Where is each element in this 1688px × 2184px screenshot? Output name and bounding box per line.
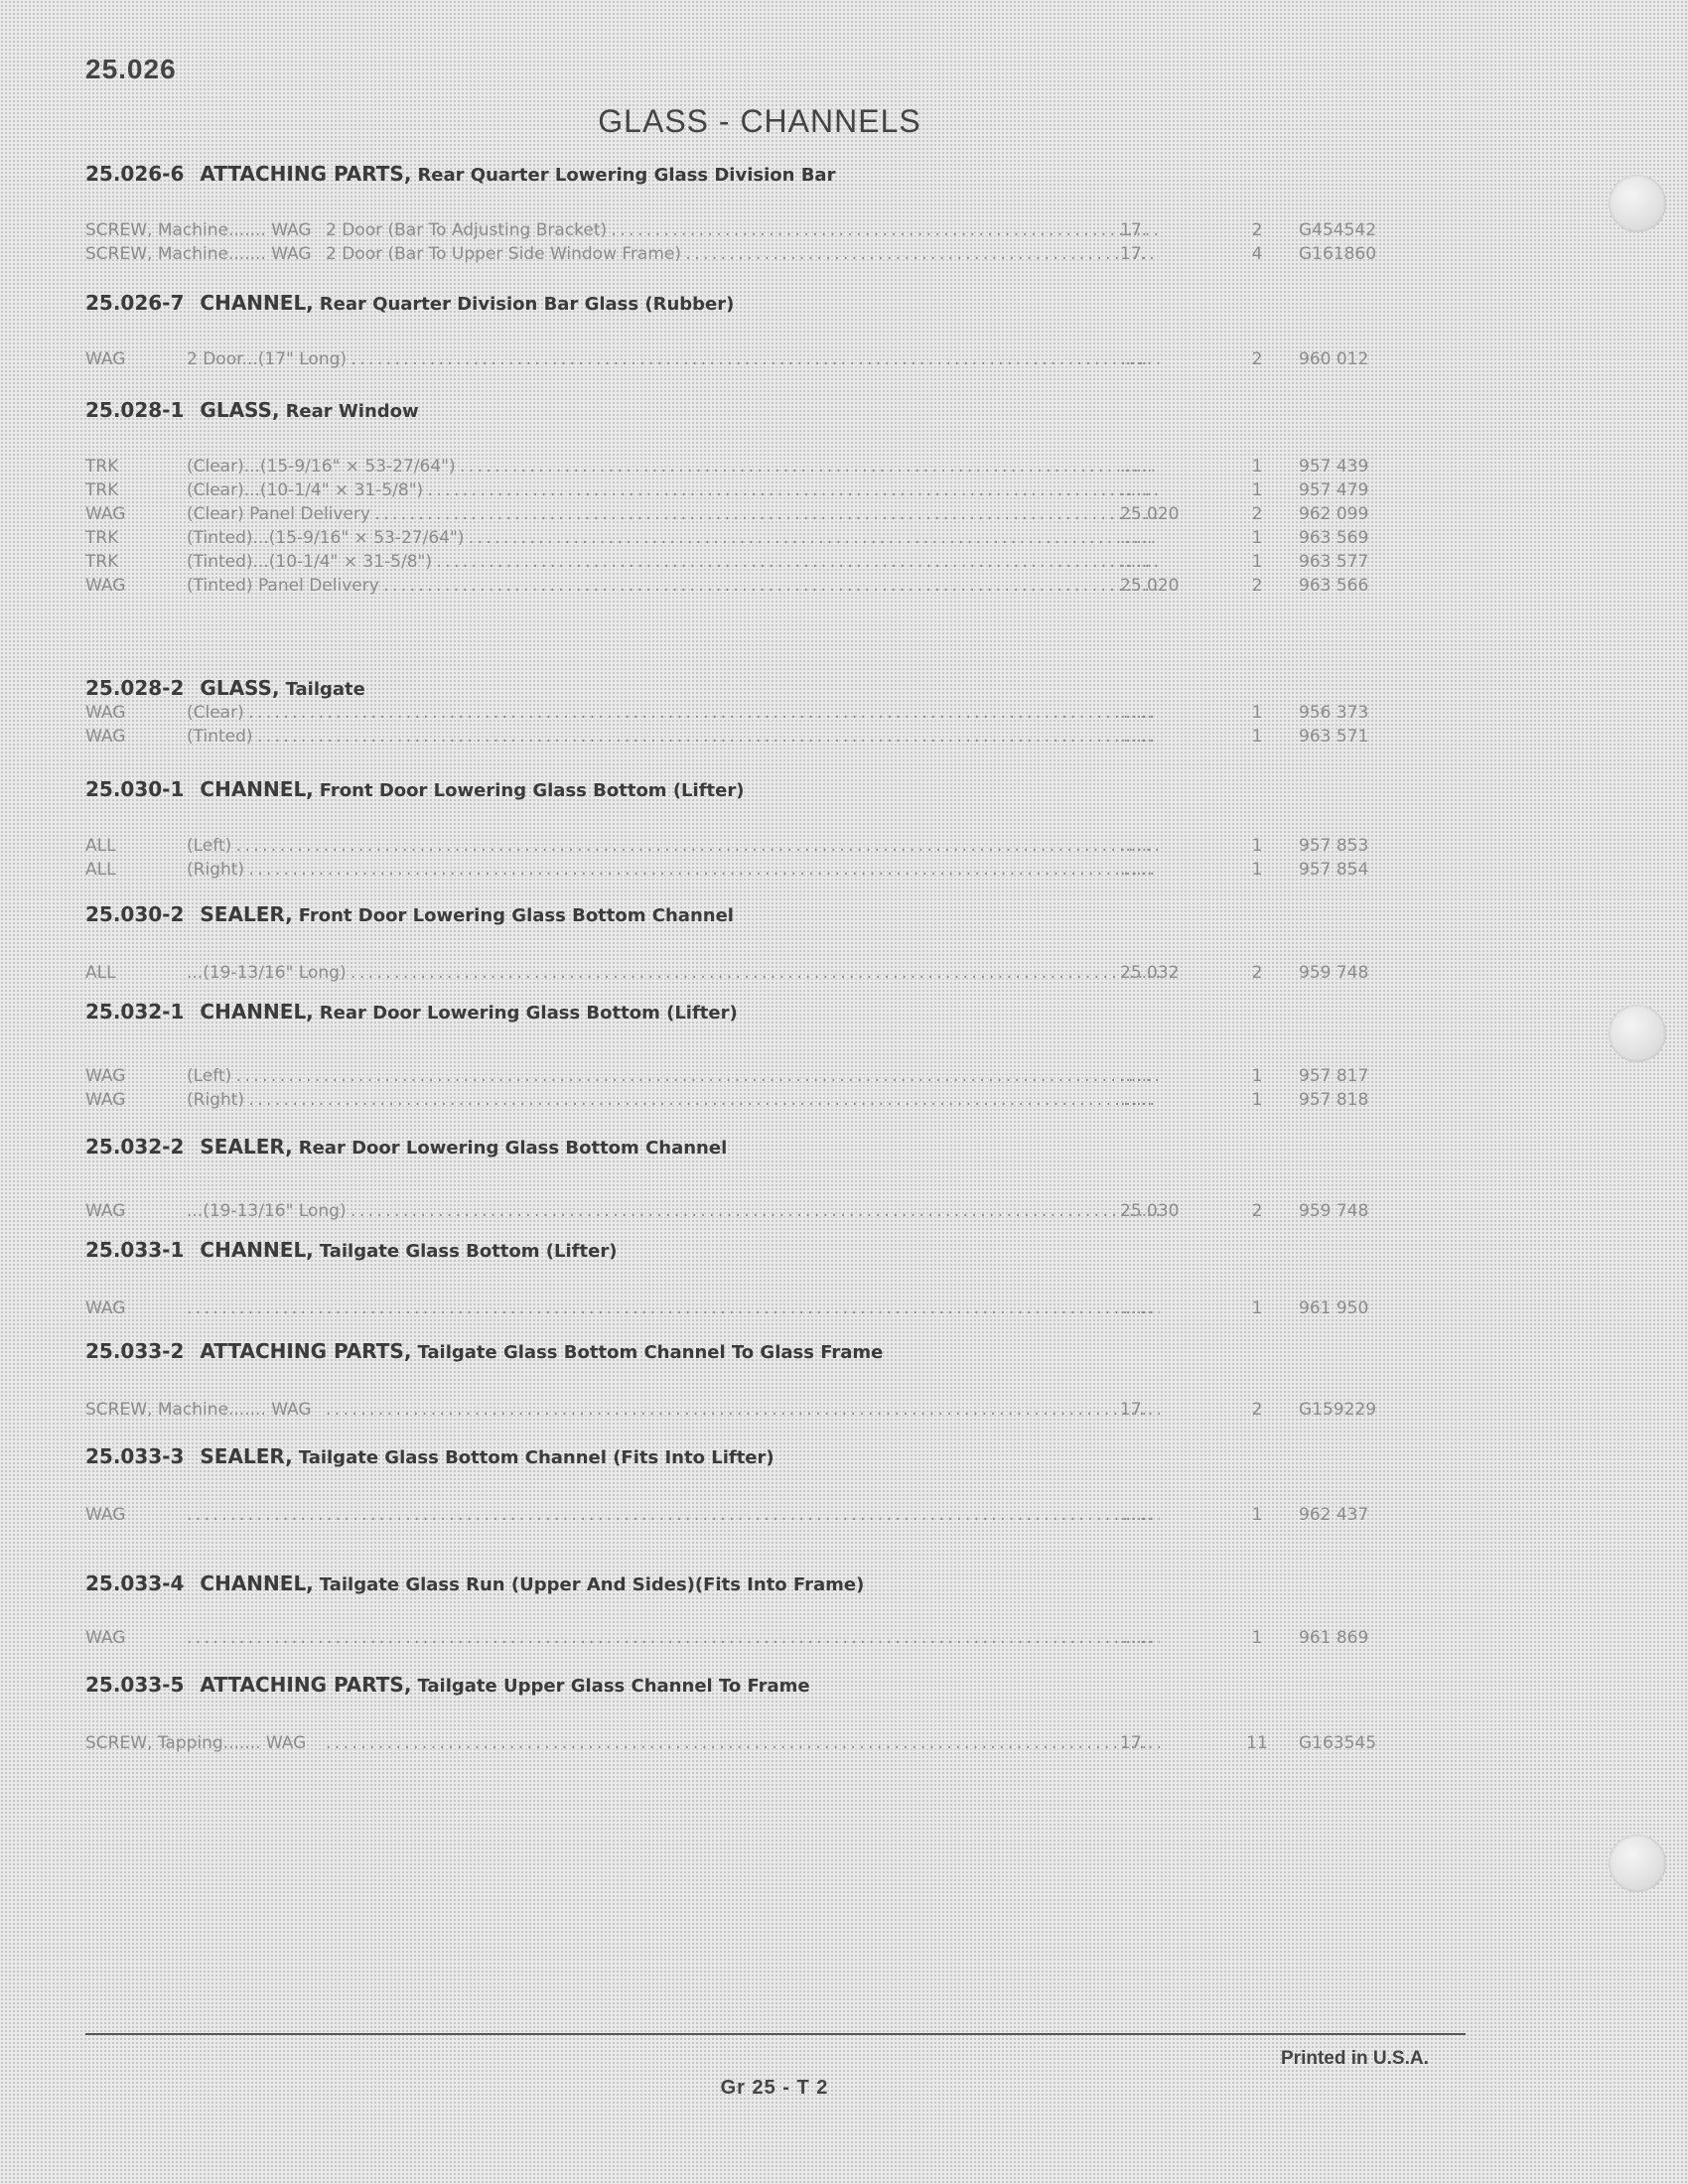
footer-rule bbox=[85, 2033, 1466, 2035]
quantity: 2 bbox=[1251, 576, 1263, 596]
section-header bbox=[85, 1336, 883, 1366]
table-row bbox=[85, 961, 1396, 985]
section-number: 25.030-1 bbox=[85, 777, 185, 801]
part-description bbox=[187, 1626, 1160, 1650]
section-name: SEALER, bbox=[200, 1444, 293, 1468]
part-description: (Right) . . . bbox=[187, 1088, 1160, 1112]
section-description: Tailgate Glass Run (Upper And Sides)(Fits Into Frame) bbox=[319, 1574, 865, 1595]
quantity: 2 bbox=[1251, 220, 1263, 240]
part-description: (Right) . . . bbox=[187, 858, 1160, 882]
reference-number: ...... bbox=[1120, 480, 1153, 500]
part-number: 963 577 bbox=[1299, 552, 1369, 572]
part-description: (Clear) Panel Delivery . . . bbox=[187, 502, 1160, 526]
section-number: 25.032-2 bbox=[85, 1135, 185, 1159]
part-number: 963 569 bbox=[1299, 528, 1369, 548]
table-row bbox=[85, 858, 1396, 882]
quantity: 1 bbox=[1251, 836, 1263, 856]
table-row bbox=[85, 526, 1396, 550]
part-number: 957 439 bbox=[1299, 457, 1369, 477]
quantity: 1 bbox=[1251, 528, 1263, 548]
quantity: 1 bbox=[1251, 1298, 1263, 1318]
reference-number: ...... bbox=[1120, 1505, 1153, 1525]
part-number: 957 817 bbox=[1299, 1066, 1369, 1086]
reference-number: ...... bbox=[1120, 349, 1153, 369]
model-code: WAG bbox=[85, 504, 126, 524]
section-header bbox=[85, 899, 734, 929]
section-header bbox=[85, 1132, 727, 1161]
table-row bbox=[85, 502, 1396, 526]
section-description: Rear Window bbox=[285, 401, 419, 422]
quantity: 1 bbox=[1251, 1628, 1263, 1648]
punch-hole-middle bbox=[1609, 1005, 1666, 1062]
table-row bbox=[85, 725, 1396, 749]
page-title: GLASS - CHANNELS bbox=[598, 103, 921, 139]
quantity: 1 bbox=[1251, 552, 1263, 572]
model-code: WAG bbox=[85, 1628, 126, 1648]
section-name: CHANNEL, bbox=[200, 1238, 314, 1262]
table-row bbox=[85, 550, 1396, 574]
part-number: G454542 bbox=[1299, 220, 1377, 240]
section-header bbox=[85, 997, 738, 1026]
quantity: 1 bbox=[1251, 860, 1263, 880]
table-row bbox=[85, 1731, 1396, 1755]
part-number: 963 566 bbox=[1299, 576, 1369, 596]
section-description: Rear Quarter Lowering Glass Division Bar bbox=[417, 165, 836, 186]
section-name: ATTACHING PARTS, bbox=[200, 1673, 412, 1697]
section-name: CHANNEL, bbox=[200, 1000, 314, 1024]
part-number: 960 012 bbox=[1299, 349, 1369, 369]
table-row bbox=[85, 242, 1396, 266]
table-row bbox=[85, 478, 1396, 502]
section-number: 25.026-7 bbox=[85, 291, 185, 315]
part-description: (Tinted) . . . bbox=[187, 725, 1160, 749]
section-number: 25.030-2 bbox=[85, 902, 185, 926]
section-description: Rear Door Lowering Glass Bottom Channel bbox=[298, 1138, 728, 1159]
section-header bbox=[85, 774, 744, 804]
section-number: 25.033-1 bbox=[85, 1238, 185, 1262]
reference-number: ...... bbox=[1120, 1628, 1153, 1648]
section-name: GLASS, bbox=[200, 676, 280, 700]
section-description: Tailgate Glass Bottom (Lifter) bbox=[319, 1241, 618, 1262]
section-header bbox=[85, 1670, 810, 1700]
section-header bbox=[85, 159, 835, 189]
section-number: 25.028-1 bbox=[85, 398, 185, 422]
section-name: SEALER, bbox=[200, 902, 293, 926]
part-number: 963 571 bbox=[1299, 727, 1369, 747]
table-row bbox=[85, 1503, 1396, 1527]
section-number: 25.026-6 bbox=[85, 162, 185, 186]
reference-number: ...... bbox=[1120, 703, 1153, 723]
table-row bbox=[85, 1199, 1396, 1223]
reference-number: 17. bbox=[1120, 220, 1148, 240]
model-code: ALL bbox=[85, 860, 116, 880]
part-number: G159229 bbox=[1299, 1400, 1377, 1420]
model-code: ALL bbox=[85, 963, 116, 983]
section-description: Front Door Lowering Glass Bottom Channel bbox=[298, 905, 734, 926]
model-code: ALL bbox=[85, 836, 116, 856]
section-number: 25.032-1 bbox=[85, 1000, 185, 1024]
part-description bbox=[326, 1398, 1160, 1422]
section-name: SEALER, bbox=[200, 1135, 293, 1159]
section-description: Rear Quarter Division Bar Glass (Rubber) bbox=[319, 294, 735, 315]
section-number: 25.033-3 bbox=[85, 1444, 185, 1468]
part-number: 957 853 bbox=[1299, 836, 1369, 856]
quantity: 1 bbox=[1251, 1066, 1263, 1086]
footer-group-label: Gr 25 - T 2 bbox=[720, 2077, 829, 2099]
part-number: 957 479 bbox=[1299, 480, 1369, 500]
part-description: ...(19-13/16" Long) . . . bbox=[187, 961, 1160, 985]
reference-number: ...... bbox=[1120, 860, 1153, 880]
section-description: Front Door Lowering Glass Bottom (Lifter) bbox=[319, 780, 745, 801]
quantity: 1 bbox=[1251, 457, 1263, 477]
quantity: 1 bbox=[1251, 727, 1263, 747]
part-description: (Tinted)...(10-1/4" × 31-5/8") . . . bbox=[187, 550, 1160, 574]
reference-number: ...... bbox=[1120, 727, 1153, 747]
section-number: 25.033-2 bbox=[85, 1339, 185, 1363]
section-header bbox=[85, 395, 419, 425]
table-row bbox=[85, 1626, 1396, 1650]
table-row bbox=[85, 701, 1396, 725]
section-description: Rear Door Lowering Glass Bottom (Lifter) bbox=[319, 1003, 738, 1024]
reference-number: 17. bbox=[1120, 244, 1148, 264]
section-description: Tailgate bbox=[285, 679, 365, 700]
model-code: WAG bbox=[85, 1505, 126, 1525]
quantity: 2 bbox=[1251, 963, 1263, 983]
model-code: SCREW, Machine....... WAG bbox=[85, 220, 312, 240]
page-number: 25.026 bbox=[85, 54, 177, 84]
table-row bbox=[85, 1297, 1396, 1320]
model-code: TRK bbox=[85, 552, 119, 572]
reference-number: ...... bbox=[1120, 1066, 1153, 1086]
part-number: 961 869 bbox=[1299, 1628, 1369, 1648]
reference-number: 25.032 bbox=[1120, 963, 1180, 983]
section-name: ATTACHING PARTS, bbox=[200, 162, 412, 186]
section-header bbox=[85, 288, 734, 318]
model-code: TRK bbox=[85, 457, 119, 477]
reference-number: ...... bbox=[1120, 528, 1153, 548]
model-code: WAG bbox=[85, 727, 126, 747]
reference-number: 17. bbox=[1120, 1733, 1148, 1753]
section-header bbox=[85, 1441, 774, 1471]
model-code: SCREW, Machine....... WAG bbox=[85, 244, 312, 264]
table-row bbox=[85, 1064, 1396, 1088]
section-header bbox=[85, 1569, 864, 1598]
part-description bbox=[187, 1297, 1160, 1320]
part-number: 959 748 bbox=[1299, 963, 1369, 983]
section-name: ATTACHING PARTS, bbox=[200, 1339, 412, 1363]
model-code: WAG bbox=[85, 703, 126, 723]
part-description: (Tinted) Panel Delivery . . . bbox=[187, 574, 1160, 598]
part-description: (Clear)...(10-1/4" × 31-5/8") . . . bbox=[187, 478, 1160, 502]
section-name: CHANNEL, bbox=[200, 291, 314, 315]
table-row bbox=[85, 347, 1396, 371]
model-code: SCREW, Machine....... WAG bbox=[85, 1400, 312, 1420]
part-number: 962 437 bbox=[1299, 1505, 1369, 1525]
part-description: (Left) . . . bbox=[187, 834, 1160, 858]
part-number: 957 854 bbox=[1299, 860, 1369, 880]
model-code: WAG bbox=[85, 349, 126, 369]
quantity: 11 bbox=[1246, 1733, 1268, 1753]
model-code: WAG bbox=[85, 1066, 126, 1086]
section-number: 25.033-4 bbox=[85, 1571, 185, 1595]
model-code: WAG bbox=[85, 1201, 126, 1221]
section-name: GLASS, bbox=[200, 398, 280, 422]
model-code: WAG bbox=[85, 1090, 126, 1110]
section-header bbox=[85, 1235, 617, 1265]
part-number: 962 099 bbox=[1299, 504, 1369, 524]
model-code: WAG bbox=[85, 576, 126, 596]
section-number: 25.033-5 bbox=[85, 1673, 185, 1697]
part-description bbox=[326, 1731, 1160, 1755]
reference-number: ...... bbox=[1120, 836, 1153, 856]
quantity: 2 bbox=[1251, 1201, 1263, 1221]
table-row bbox=[85, 1398, 1396, 1422]
part-description: ...(19-13/16" Long) . . . bbox=[187, 1199, 1160, 1223]
section-description: Tailgate Upper Glass Channel To Frame bbox=[417, 1676, 810, 1697]
reference-number: 25.030 bbox=[1120, 1201, 1180, 1221]
table-row bbox=[85, 574, 1396, 598]
quantity: 2 bbox=[1251, 349, 1263, 369]
part-number: 956 373 bbox=[1299, 703, 1369, 723]
reference-number: ...... bbox=[1120, 552, 1153, 572]
model-code: SCREW, Tapping....... WAG bbox=[85, 1733, 307, 1753]
part-description bbox=[187, 1503, 1160, 1527]
part-number: 961 950 bbox=[1299, 1298, 1369, 1318]
reference-number: 25.020 bbox=[1120, 576, 1180, 596]
part-number: 957 818 bbox=[1299, 1090, 1369, 1110]
quantity: 1 bbox=[1251, 1505, 1263, 1525]
part-description: (Clear)...(15-9/16" × 53-27/64") . . . bbox=[187, 455, 1160, 478]
part-description: (Tinted)...(15-9/16" × 53-27/64") . . . bbox=[187, 526, 1160, 550]
part-number: G163545 bbox=[1299, 1733, 1377, 1753]
punch-hole-bottom bbox=[1609, 1835, 1666, 1892]
section-number: 25.028-2 bbox=[85, 676, 185, 700]
part-description: 2 Door...(17" Long) . . . bbox=[187, 347, 1160, 371]
section-description: Tailgate Glass Bottom Channel To Glass Frame bbox=[417, 1342, 884, 1363]
part-description: 2 Door (Bar To Upper Side Window Frame) . . . bbox=[326, 242, 1160, 266]
quantity: 2 bbox=[1251, 1400, 1263, 1420]
quantity: 1 bbox=[1251, 703, 1263, 723]
table-row bbox=[85, 218, 1396, 242]
reference-number: ...... bbox=[1120, 1298, 1153, 1318]
section-header bbox=[85, 673, 365, 703]
model-code: WAG bbox=[85, 1298, 126, 1318]
table-row bbox=[85, 455, 1396, 478]
table-row bbox=[85, 834, 1396, 858]
reference-number: ...... bbox=[1120, 457, 1153, 477]
model-code: TRK bbox=[85, 480, 119, 500]
quantity: 4 bbox=[1251, 244, 1263, 264]
footer-printed-label: Printed in U.S.A. bbox=[1281, 2048, 1429, 2069]
quantity: 1 bbox=[1251, 1090, 1263, 1110]
section-name: CHANNEL, bbox=[200, 1571, 314, 1595]
part-description: 2 Door (Bar To Adjusting Bracket) . . . bbox=[326, 218, 1160, 242]
reference-number: ...... bbox=[1120, 1090, 1153, 1110]
quantity: 1 bbox=[1251, 480, 1263, 500]
part-description: (Left) . . . bbox=[187, 1064, 1160, 1088]
table-row bbox=[85, 1088, 1396, 1112]
part-number: G161860 bbox=[1299, 244, 1377, 264]
punch-hole-top bbox=[1609, 175, 1666, 232]
section-name: CHANNEL, bbox=[200, 777, 314, 801]
part-number: 959 748 bbox=[1299, 1201, 1369, 1221]
quantity: 2 bbox=[1251, 504, 1263, 524]
model-code: TRK bbox=[85, 528, 119, 548]
part-description: (Clear) . . . bbox=[187, 701, 1160, 725]
reference-number: 25.020 bbox=[1120, 504, 1180, 524]
reference-number: 17. bbox=[1120, 1400, 1148, 1420]
section-description: Tailgate Glass Bottom Channel (Fits Into Lifter) bbox=[298, 1447, 774, 1468]
